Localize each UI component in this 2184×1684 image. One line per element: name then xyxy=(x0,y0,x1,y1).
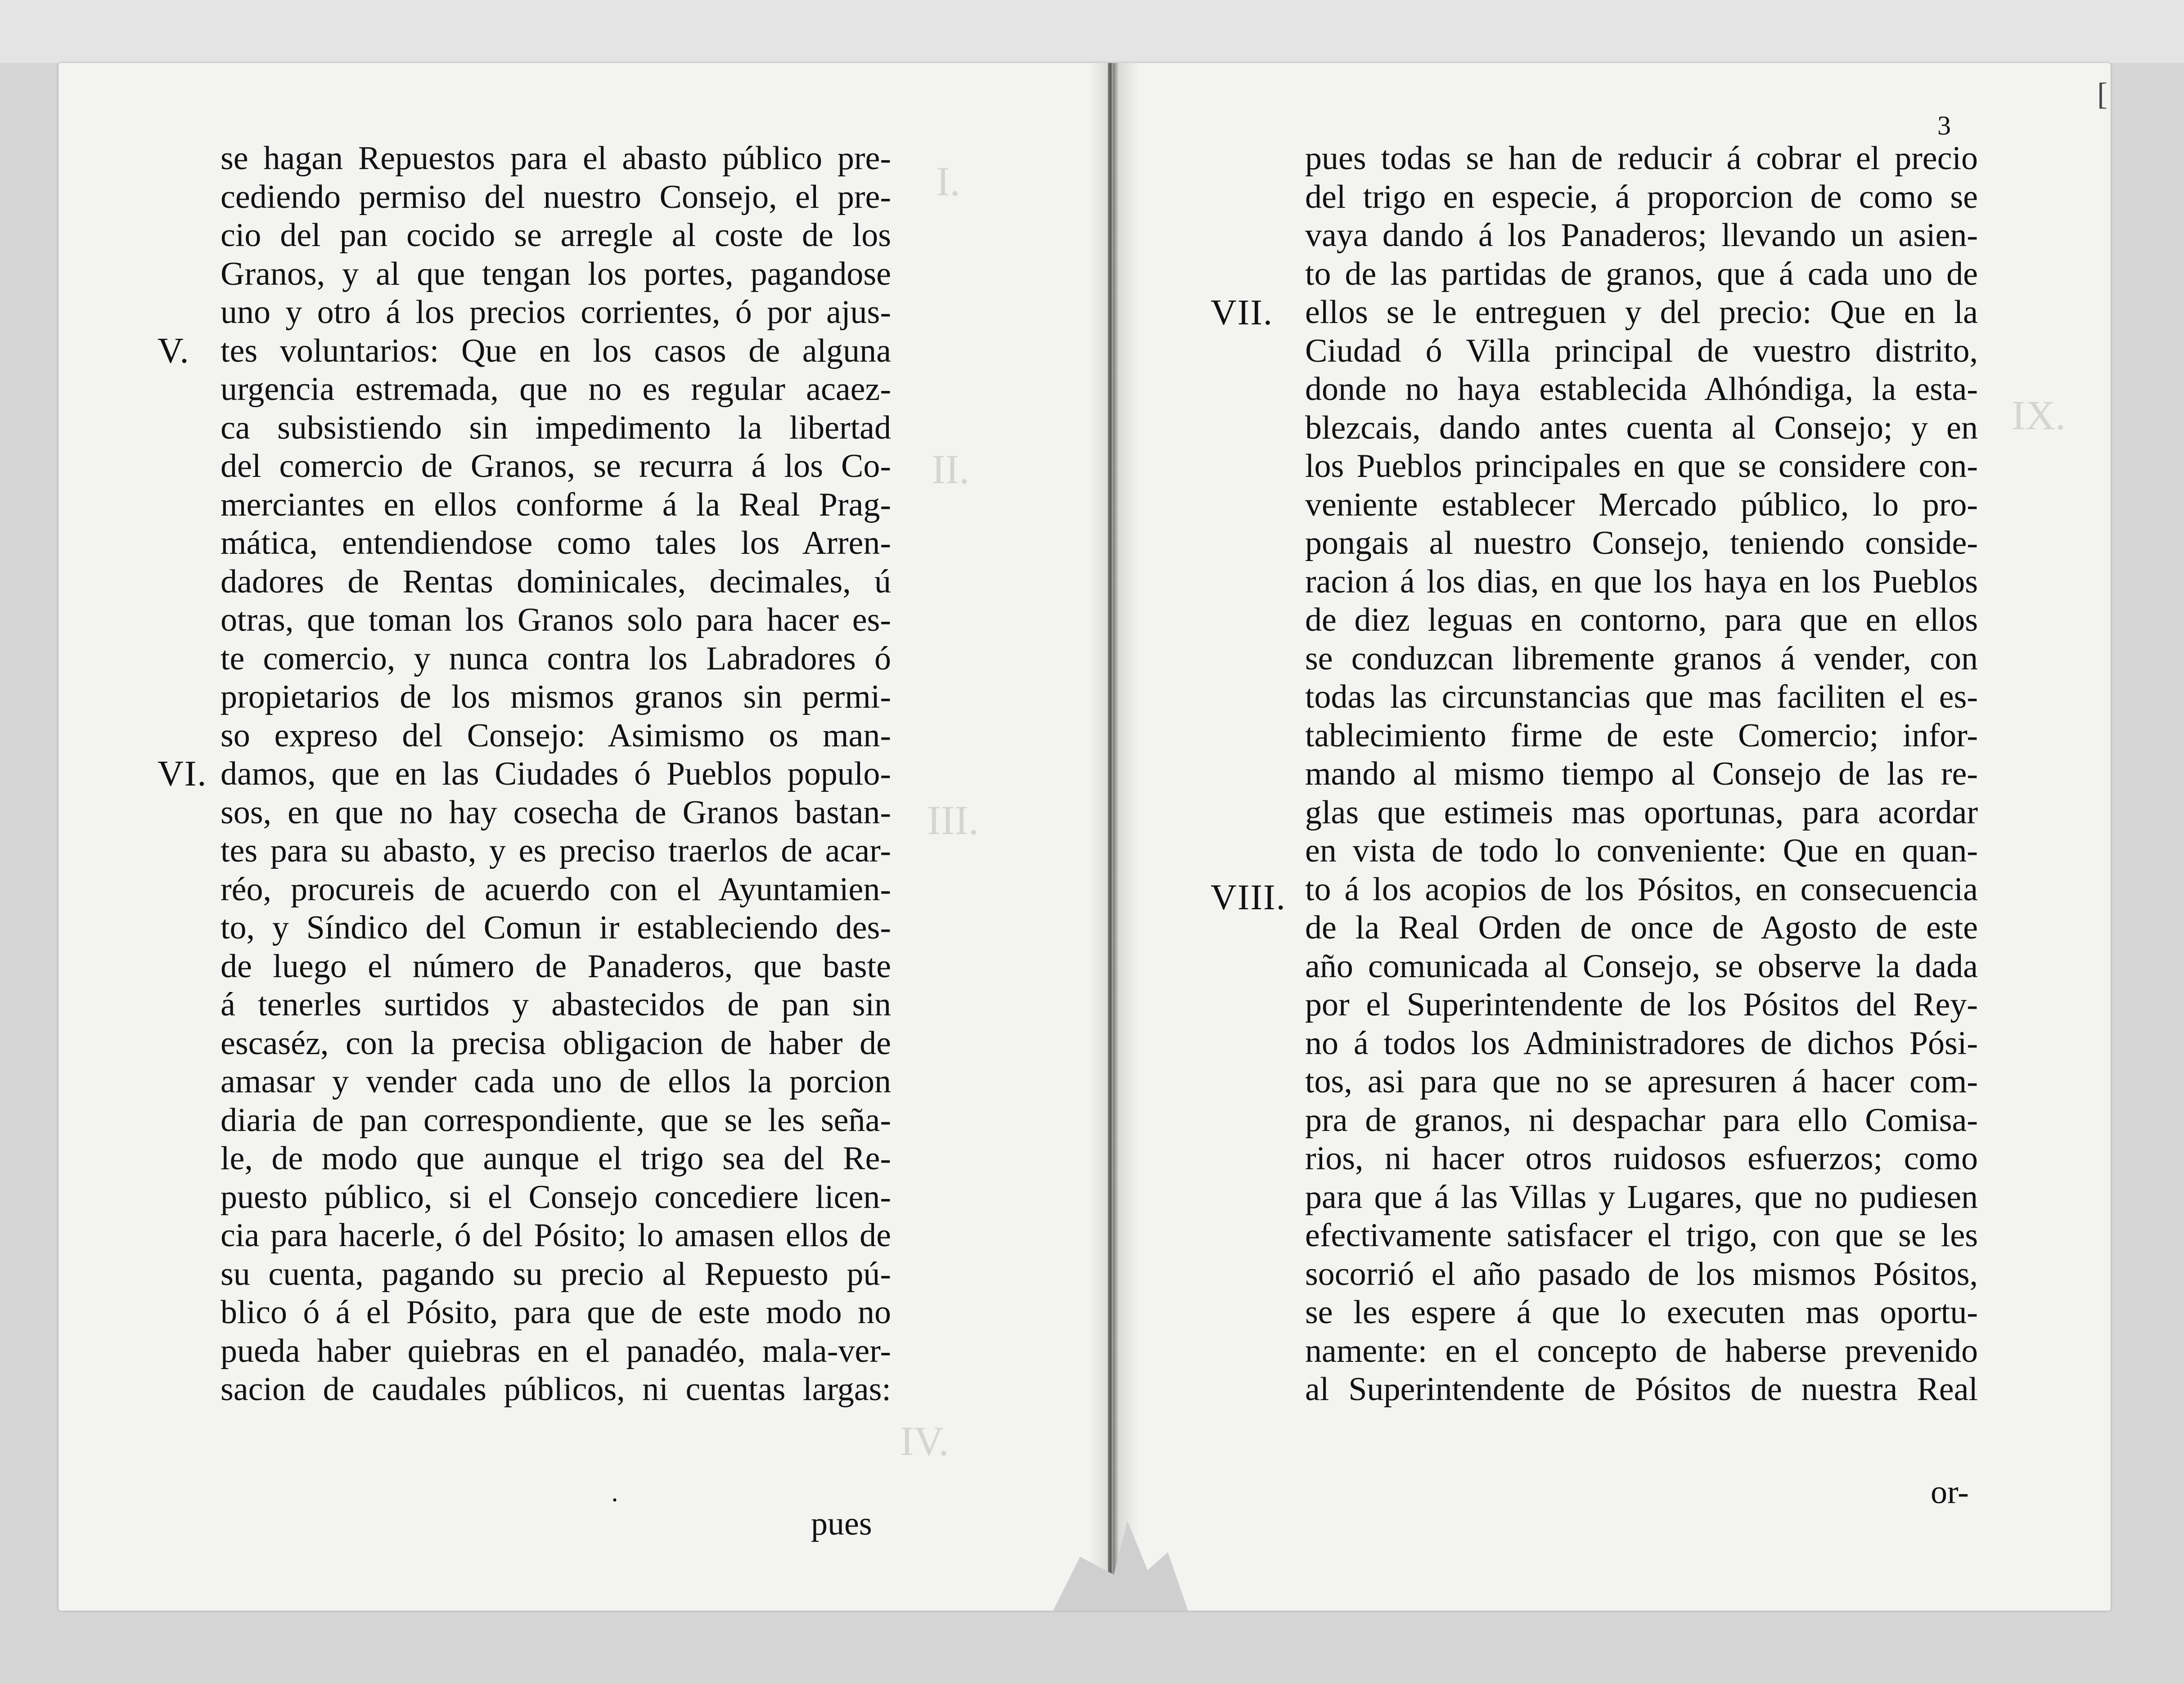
text-line: sacion de caudales públicos, ni cuentas largas: xyxy=(221,1371,891,1408)
text-line: glas que estimeis mas oportunas, para acordar xyxy=(1305,794,1978,831)
text-line: pueda haber quiebras en el panadéo, mala-ver- xyxy=(221,1332,891,1370)
text-line: to á los acopios de los Pósitos, en consecuencia xyxy=(1305,871,1978,908)
text-line: mando al mismo tiempo al Consejo de las re- xyxy=(1305,755,1978,792)
text-line: so expreso del Consejo: Asimismo os man- xyxy=(221,717,891,754)
text-line: rios, ni hacer otros ruidosos esfuerzos; como xyxy=(1305,1140,1978,1177)
text-line: uno y otro á los precios corrientes, ó por ajus- xyxy=(221,294,891,331)
text-line: sos, en que no hay cosecha de Granos bastan- xyxy=(221,794,891,831)
text-line: mática, entendiendose como tales los Arren- xyxy=(221,525,891,561)
text-line: escaséz, con la precisa obligacion de haber de xyxy=(221,1024,891,1062)
text-line: se les espere á que lo executen mas oportu- xyxy=(1305,1294,1978,1331)
text-line: te comercio, y nunca contra los Labradores ó xyxy=(221,640,891,677)
text-line: todas las circunstancias que mas faciliten el es- xyxy=(1305,678,1978,715)
section-numeral-vii: VII. xyxy=(1211,293,1274,332)
scan-background xyxy=(0,0,2184,63)
text-line: pra de granos, ni despachar para ello Comisa- xyxy=(1305,1101,1978,1139)
text-line: le, de modo que aunque el trigo sea del Re- xyxy=(221,1140,891,1177)
text-line: amasar y vender cada uno de ellos la porcion xyxy=(221,1063,891,1100)
page-number: 3 xyxy=(1937,111,1951,140)
text-line: to, y Síndico del Comun ir estableciendo des- xyxy=(221,909,891,946)
text-line: en vista de todo lo conveniente: Que en quan- xyxy=(1305,832,1978,869)
text-line: racion á los dias, en que los haya en los Pueblos xyxy=(1305,563,1978,600)
page-dot: · xyxy=(610,1485,619,1515)
text-line: los Pueblos principales en que se considere con- xyxy=(1305,448,1978,485)
text-line: Granos, y al que tengan los portes, pagandose xyxy=(221,255,891,292)
text-line: réo, procureis de acuerdo con el Ayuntamien- xyxy=(221,871,891,908)
text-line: veniente establecer Mercado público, lo pro- xyxy=(1305,486,1978,523)
text-line: de diez leguas en contorno, para que en ellos xyxy=(1305,602,1978,638)
text-line: tablecimiento firme de este Comercio; infor- xyxy=(1305,717,1978,754)
text-line: efectivamente satisfacer el trigo, con que se les xyxy=(1305,1217,1978,1254)
text-line: de luego el número de Panaderos, que baste xyxy=(221,948,891,985)
corner-mark: [ xyxy=(2097,77,2108,112)
text-line: de la Real Orden de once de Agosto de este xyxy=(1305,909,1978,946)
text-line: su cuenta, pagando su precio al Repuesto pú- xyxy=(221,1255,891,1293)
text-line: pues todas se han de reducir á cobrar el precio xyxy=(1305,140,1978,177)
text-line: año comunicada al Consejo, se observe la dada xyxy=(1305,948,1978,985)
text-line: dadores de Rentas dominicales, decimales, ú xyxy=(221,563,891,600)
text-line: se conduzcan libremente granos á vender, con xyxy=(1305,640,1978,677)
text-line: Ciudad ó Villa principal de vuestro distrito, xyxy=(1305,332,1978,369)
text-line: cediendo permiso del nuestro Consejo, el pre- xyxy=(221,178,891,216)
text-line: diaria de pan correspondiente, que se les seña- xyxy=(221,1101,891,1139)
text-line: socorrió el año pasado de los mismos Pósitos, xyxy=(1305,1255,1978,1293)
binding-thread xyxy=(1108,63,1112,1611)
text-line: blico ó á el Pósito, para que de este modo no xyxy=(221,1294,891,1331)
text-line: otras, que toman los Granos solo para hacer es- xyxy=(221,602,891,638)
section-numeral-viii: VIII. xyxy=(1211,878,1286,917)
text-line: al Superintendente de Pósitos de nuestra Real xyxy=(1305,1371,1978,1408)
text-line: por el Superintendente de los Pósitos del Rey- xyxy=(1305,986,1978,1023)
text-line: donde no haya establecida Alhóndiga, la esta- xyxy=(1305,371,1978,408)
text-line: cia para hacerle, ó del Pósito; lo amasen ellos de xyxy=(221,1217,891,1254)
section-numeral-v: V. xyxy=(158,331,190,371)
text-line: namente: en el concepto de haberse prevenido xyxy=(1305,1332,1978,1370)
text-line: á tenerles surtidos y abastecidos de pan sin xyxy=(221,986,891,1023)
text-line: para que á las Villas y Lugares, que no pudiesen xyxy=(1305,1178,1978,1216)
text-line: pongais al nuestro Consejo, teniendo conside- xyxy=(1305,525,1978,561)
bleed-numeral-1: I. xyxy=(936,158,960,204)
book-gutter xyxy=(1089,63,1139,1611)
text-line: ellos se le entreguen y del precio: Que en la xyxy=(1305,294,1978,331)
text-line: del trigo en especie, á proporcion de como se xyxy=(1305,178,1978,216)
bleed-numeral-2: II. xyxy=(932,446,970,492)
text-line: merciantes en ellos conforme á la Real Prag- xyxy=(221,486,891,523)
section-numeral-vi: VI. xyxy=(158,754,207,794)
text-line: tes para su abasto, y es preciso traerlos de acar- xyxy=(221,832,891,869)
text-line: to de las partidas de granos, que á cada uno de xyxy=(1305,255,1978,292)
text-line: damos, que en las Ciudades ó Pueblos populo- xyxy=(221,755,891,792)
text-line: vaya dando á los Panaderos; llevando un asien- xyxy=(1305,217,1978,254)
text-line: tos, asi para que no se apresuren á hacer com- xyxy=(1305,1063,1978,1100)
bleed-numeral-3: III. xyxy=(927,797,979,843)
left-page-text xyxy=(221,139,891,1409)
bleed-numeral-5: IX. xyxy=(2012,392,2066,438)
text-line: del comercio de Granos, se recurra á los Co- xyxy=(221,448,891,485)
text-line: blezcais, dando antes cuenta al Consejo; y en xyxy=(1305,409,1978,446)
text-line: no á todos los Administradores de dichos Pósi- xyxy=(1305,1024,1978,1062)
text-line: ca subsistiendo sin impedimento la libertad xyxy=(221,409,891,446)
catchword-left: pues xyxy=(811,1505,872,1542)
text-line: tes voluntarios: Que en los casos de alguna xyxy=(221,332,891,369)
text-line: urgencia estremada, que no es regular acaez- xyxy=(221,371,891,408)
text-line: puesto público, si el Consejo concediere licen- xyxy=(221,1178,891,1216)
catchword-right: or- xyxy=(1931,1474,1969,1511)
text-line: propietarios de los mismos granos sin permi- xyxy=(221,678,891,715)
bleed-numeral-4: IV. xyxy=(900,1418,949,1464)
text-line: se hagan Repuestos para el abasto público pre- xyxy=(221,140,891,177)
right-page-text xyxy=(1305,139,1978,1409)
text-line: cio del pan cocido se arregle al coste de los xyxy=(221,217,891,254)
